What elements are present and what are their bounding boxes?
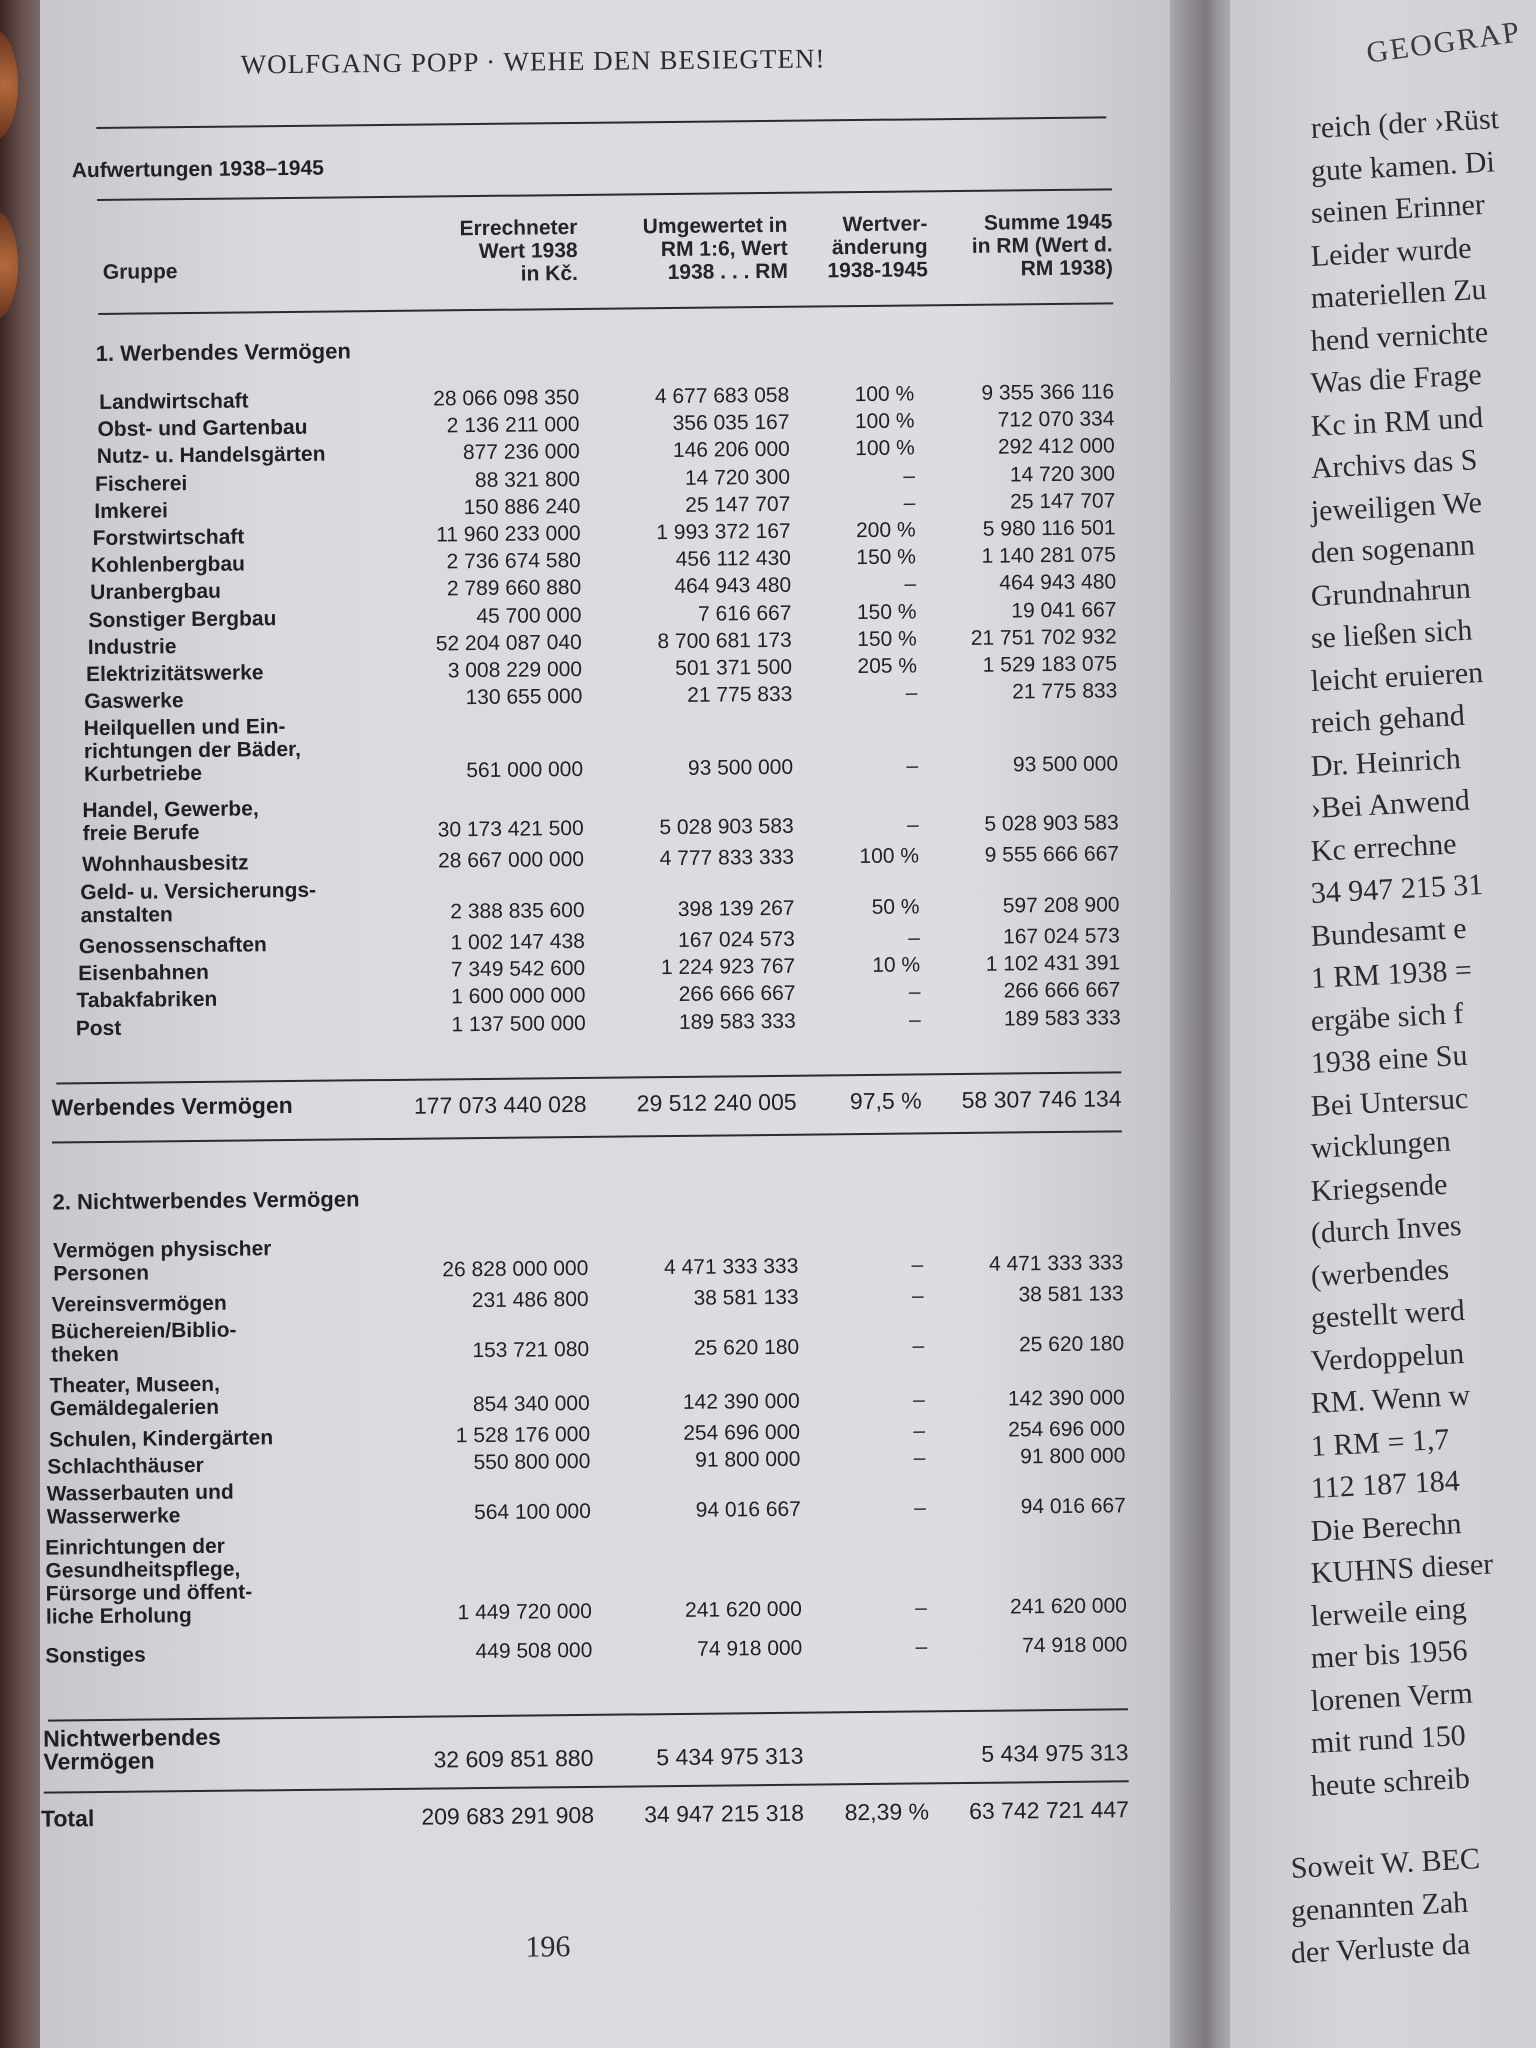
right-page-line: Was die Frage xyxy=(1310,358,1483,400)
row-value-change: – xyxy=(912,1334,925,1358)
row-value-1938: 2 736 674 580 xyxy=(446,549,582,574)
row-group-name: Post xyxy=(75,1016,122,1040)
row-group-name: Nichtwerbendes Vermögen xyxy=(43,1723,221,1775)
right-page-line: genannten Zah xyxy=(1290,1885,1469,1928)
row-value-1938: 449 508 000 xyxy=(475,1638,593,1664)
row-value-change: – xyxy=(903,464,916,488)
right-page-line: ›Bei Anwend xyxy=(1310,783,1471,825)
right-page-line: seinen Erinner xyxy=(1310,187,1486,230)
row-value-change: 200 % xyxy=(855,518,916,543)
right-page-line: der Verluste da xyxy=(1290,1927,1471,1970)
row-value-sum: 91 800 000 xyxy=(1020,1444,1126,1469)
row-value-rm: 4 777 833 333 xyxy=(659,846,795,871)
row-value-change: – xyxy=(915,1596,928,1620)
right-running-head: GEOGRAP xyxy=(1364,15,1524,70)
row-value-change: 100 % xyxy=(855,436,915,461)
row-value-sum: 25 147 707 xyxy=(1010,489,1116,514)
row-value-1938: 28 667 000 000 xyxy=(437,848,585,873)
row-value-1938: 1 449 720 000 xyxy=(457,1599,593,1625)
row-value-rm: 94 016 667 xyxy=(695,1497,801,1522)
row-value-1938: 561 000 000 xyxy=(466,758,584,783)
row-value-change: – xyxy=(906,754,919,778)
row-value-1938: 150 886 240 xyxy=(463,494,581,519)
row-value-change: – xyxy=(906,813,919,837)
row-group-name: Sonstiger Bergbau xyxy=(88,606,277,632)
row-value-sum: 5 434 975 313 xyxy=(981,1739,1129,1767)
row-value-rm: 1 993 372 167 xyxy=(656,519,791,545)
row-value-change: 97,5 % xyxy=(849,1087,922,1115)
row-value-sum: 5 980 116 501 xyxy=(982,516,1116,541)
row-value-sum: 712 070 334 xyxy=(997,407,1115,432)
row-group-name: Tabakfabriken xyxy=(76,988,218,1013)
right-page-line: Verdoppelun xyxy=(1310,1336,1465,1378)
right-page-line: Kriegsende xyxy=(1310,1167,1449,1208)
right-page-line: reich (der ›Rüst xyxy=(1310,102,1500,145)
row-group-name: Eisenbahnen xyxy=(78,961,210,986)
row-group-name: Obst- und Gartenbau xyxy=(97,415,308,442)
row-group-name: Theater, Museen, Gemäldegalerien xyxy=(49,1372,221,1421)
row-value-change: 100 % xyxy=(854,382,915,407)
row-group-name: Forstwirtschaft xyxy=(92,525,245,551)
row-group-name: Wohnhausbesitz xyxy=(81,851,249,877)
right-page-line: (werbendes xyxy=(1310,1252,1450,1293)
right-page-line: leicht eruieren xyxy=(1310,655,1484,698)
row-group-name: Industrie xyxy=(87,634,177,659)
row-value-rm: 456 112 430 xyxy=(675,546,792,572)
row-group-name: Büchereien/Biblio- theken xyxy=(50,1318,237,1367)
row-value-sum: 1 102 431 391 xyxy=(985,951,1121,976)
right-page-line: Die Berechn xyxy=(1310,1506,1463,1548)
right-page-line: reich gehand xyxy=(1310,698,1466,740)
row-value-sum: 58 307 746 134 xyxy=(961,1085,1122,1113)
row-value-change: – xyxy=(908,980,921,1004)
row-value-sum: 597 208 900 xyxy=(1002,892,1120,918)
row-value-rm: 5 434 975 313 xyxy=(656,1742,804,1771)
right-page-line: 1 RM 1938 = xyxy=(1310,953,1473,995)
row-value-1938: 1 600 000 000 xyxy=(451,984,586,1009)
row-group-name: Gaswerke xyxy=(84,689,184,714)
row-value-1938: 1 528 176 000 xyxy=(455,1422,591,1448)
row-value-rm: 142 390 000 xyxy=(682,1389,800,1414)
right-page-line: Archivs das S xyxy=(1310,443,1479,485)
right-page-line: 34 947 215 31 xyxy=(1310,867,1484,910)
row-group-name: Genossenschaften xyxy=(78,933,267,959)
row-value-1938: 564 100 000 xyxy=(473,1499,591,1525)
row-value-rm: 74 918 000 xyxy=(697,1636,803,1661)
section-title-werbend: 1. Werbendes Vermögen xyxy=(95,338,351,367)
row-value-rm: 4 471 333 333 xyxy=(663,1254,799,1280)
row-value-sum: 241 620 000 xyxy=(1009,1594,1127,1619)
row-group-name: Uranbergbau xyxy=(90,580,222,605)
row-value-rm: 21 775 833 xyxy=(687,682,793,708)
row-value-1938: 28 066 098 350 xyxy=(433,385,580,411)
row-value-change: 205 % xyxy=(857,654,918,679)
row-value-1938: 550 800 000 xyxy=(473,1449,591,1475)
col-header-group: Gruppe xyxy=(102,260,178,284)
row-value-1938: 1 002 147 438 xyxy=(450,929,586,955)
row-group-name: Elektrizitätswerke xyxy=(85,661,264,687)
row-value-rm: 7 616 667 xyxy=(697,601,792,626)
row-group-name: Heilquellen und Ein- richtungen der Bäder, Kurbetriebe xyxy=(83,715,302,787)
row-value-rm: 189 583 333 xyxy=(678,1009,796,1034)
row-value-1938: 854 340 000 xyxy=(472,1391,590,1417)
right-page-line: KUHNS dieser xyxy=(1310,1547,1494,1590)
row-value-sum: 94 016 667 xyxy=(1020,1494,1126,1519)
row-value-sum: 254 696 000 xyxy=(1008,1417,1126,1442)
row-value-rm: 146 206 000 xyxy=(672,438,790,463)
row-value-1938: 177 073 440 028 xyxy=(413,1090,587,1119)
row-value-rm: 38 581 133 xyxy=(693,1285,799,1310)
right-page-line: Kc in RM und xyxy=(1310,400,1484,443)
row-value-change: 100 % xyxy=(859,844,920,869)
right-page-line: lorenen Verm xyxy=(1310,1676,1474,1718)
row-value-change: – xyxy=(913,1419,926,1443)
row-value-sum: 1 529 183 075 xyxy=(982,652,1118,677)
right-page-line: (durch Inves xyxy=(1310,1209,1463,1250)
row-value-change: 10 % xyxy=(872,953,921,978)
row-value-change: 50 % xyxy=(871,895,920,919)
row-value-change: 100 % xyxy=(854,409,915,434)
row-value-1938: 30 173 421 500 xyxy=(437,816,584,842)
row-value-1938: 3 008 229 000 xyxy=(447,657,583,683)
right-page-line: materiellen Zu xyxy=(1310,272,1488,315)
right-page-line: den sogenann xyxy=(1310,528,1476,570)
right-page-line: Soweit W. BEC xyxy=(1290,1842,1481,1885)
row-group-name: Nutz- u. Handelsgärten xyxy=(96,443,326,469)
row-value-1938: 7 349 542 600 xyxy=(450,957,586,982)
row-value-change: – xyxy=(903,491,916,515)
row-value-sum: 19 041 667 xyxy=(1011,597,1117,623)
row-value-change: 82,39 % xyxy=(844,1798,930,1826)
row-value-change: – xyxy=(904,572,917,596)
right-page-line: Dr. Heinrich xyxy=(1310,741,1462,783)
table-title: Aufwertungen 1938–1945 xyxy=(71,156,325,183)
row-value-sum: 1 140 281 075 xyxy=(981,543,1116,568)
row-value-rm: 356 035 167 xyxy=(672,410,790,436)
right-page-line: hend vernichte xyxy=(1310,315,1489,358)
right-page-line: lerweile eing xyxy=(1310,1591,1468,1633)
row-value-1938: 11 960 233 000 xyxy=(436,521,581,547)
row-group-name: Wasserbauten und Wasserwerke xyxy=(46,1480,234,1529)
right-page-line: 112 187 184 xyxy=(1310,1464,1461,1505)
row-value-change: 150 % xyxy=(856,545,917,570)
right-page-line: Leider wurde xyxy=(1310,231,1473,273)
row-value-sum: 5 028 903 583 xyxy=(984,811,1119,836)
row-value-change: – xyxy=(914,1496,926,1520)
row-value-change xyxy=(818,1741,928,1742)
row-value-change: – xyxy=(911,1253,924,1277)
right-page-line: wicklungen xyxy=(1310,1124,1452,1165)
right-page-line: ergäbe sich f xyxy=(1310,996,1465,1038)
row-value-rm: 25 147 707 xyxy=(685,492,791,517)
row-value-sum: 21 751 702 932 xyxy=(970,625,1117,650)
row-value-change: – xyxy=(908,926,920,950)
row-group-name: Fischerei xyxy=(94,471,188,496)
row-value-sum: 189 583 333 xyxy=(1003,1005,1121,1031)
right-page-line: gute kamen. Di xyxy=(1310,144,1496,188)
row-group-name: Handel, Gewerbe, freie Berufe xyxy=(82,797,259,846)
right-page-line: gestellt werd xyxy=(1310,1293,1466,1335)
row-value-1938: 877 236 000 xyxy=(462,440,580,465)
row-value-1938: 88 321 800 xyxy=(474,467,581,492)
row-value-sum: 63 742 721 447 xyxy=(968,1796,1130,1824)
row-value-sum: 9 355 366 116 xyxy=(981,380,1115,405)
row-group-name: Schlachthäuser xyxy=(47,1453,204,1479)
row-value-1938: 2 789 660 880 xyxy=(446,576,582,601)
row-value-rm: 8 700 681 173 xyxy=(657,628,792,653)
col-header-value-change: Wertver- änderung 1938-1945 xyxy=(827,212,928,283)
row-group-name: Sonstiges xyxy=(45,1643,146,1668)
row-group-name: Geld- u. Versicherungs- anstalten xyxy=(80,878,317,927)
right-page-line: mit rund 150 xyxy=(1310,1718,1467,1760)
row-value-1938: 32 609 851 880 xyxy=(433,1744,594,1773)
row-value-sum: 93 500 000 xyxy=(1012,752,1119,777)
row-value-1938: 1 137 500 000 xyxy=(451,1011,586,1036)
right-page-line: RM. Wenn w xyxy=(1310,1378,1472,1420)
right-page-line: mer bis 1956 xyxy=(1310,1633,1469,1675)
row-value-1938: 209 683 291 908 xyxy=(421,1801,595,1830)
row-value-1938: 2 136 211 000 xyxy=(446,413,580,438)
row-group-name: Schulen, Kindergärten xyxy=(48,1426,274,1452)
row-value-rm: 34 947 215 318 xyxy=(644,1799,805,1828)
row-value-sum: 38 581 133 xyxy=(1018,1282,1124,1307)
row-value-rm: 29 512 240 005 xyxy=(636,1088,797,1117)
row-value-sum: 464 943 480 xyxy=(999,570,1117,595)
row-group-name: Vereinsvermögen xyxy=(51,1291,227,1317)
page-number: 196 xyxy=(525,1930,571,1964)
right-page-line: jeweiligen We xyxy=(1310,485,1483,528)
row-group-name: Vermögen physischer Personen xyxy=(52,1237,272,1286)
row-value-change: – xyxy=(905,681,918,705)
right-page-line: Bundesamt e xyxy=(1310,911,1468,953)
row-value-change: – xyxy=(912,1388,925,1412)
row-value-1938: 45 700 000 xyxy=(476,603,582,628)
col-header-value-1938: Errechneter Wert 1938 in Kč. xyxy=(459,215,579,286)
row-group-name: Werbendes Vermögen xyxy=(51,1091,293,1121)
col-header-sum-1945: Summe 1945 in RM (Wert d. RM 1938) xyxy=(971,210,1113,281)
row-group-name: Einrichtungen der Gesundheitspflege, Fürsorge und öffent- liche Erholung xyxy=(45,1534,253,1629)
row-value-rm: 167 024 573 xyxy=(677,927,795,952)
row-value-rm: 464 943 480 xyxy=(674,574,792,599)
row-value-change: 150 % xyxy=(857,627,917,651)
running-head: WOLFGANG POPP · WEHE DEN BESIEGTEN! xyxy=(240,43,826,80)
row-value-rm: 14 720 300 xyxy=(684,465,791,490)
row-value-1938: 2 388 835 600 xyxy=(450,898,585,923)
right-page-line: Kc errechne xyxy=(1310,826,1458,868)
row-group-name: Imkerei xyxy=(94,499,169,523)
row-value-rm: 254 696 000 xyxy=(683,1420,801,1445)
right-page-line: Grundnahrun xyxy=(1310,571,1472,613)
row-value-sum: 9 555 666 667 xyxy=(984,842,1120,868)
col-header-converted-rm: Umgewertet in RM 1:6, Wert 1938 . . . RM xyxy=(642,213,789,285)
row-value-change: – xyxy=(913,1446,926,1470)
row-value-change: – xyxy=(911,1284,924,1308)
row-value-rm: 93 500 000 xyxy=(687,756,794,781)
row-value-rm: 91 800 000 xyxy=(695,1447,801,1472)
row-value-sum: 4 471 333 333 xyxy=(988,1251,1124,1276)
right-page-line: Bei Untersuc xyxy=(1310,1081,1469,1123)
row-value-rm: 241 620 000 xyxy=(684,1597,803,1622)
row-value-1938: 153 721 080 xyxy=(472,1337,590,1363)
row-value-sum: 142 390 000 xyxy=(1007,1386,1125,1411)
row-value-rm: 1 224 923 767 xyxy=(660,954,796,980)
row-value-sum: 14 720 300 xyxy=(1009,461,1116,487)
row-group-name: Total xyxy=(40,1805,95,1832)
right-page-line: heute schreib xyxy=(1310,1761,1471,1803)
row-value-rm: 266 666 667 xyxy=(678,982,796,1007)
row-value-rm: 4 677 683 058 xyxy=(654,383,790,409)
row-value-rm: 501 371 500 xyxy=(675,655,793,680)
row-value-sum: 74 918 000 xyxy=(1022,1633,1128,1658)
row-value-1938: 130 655 000 xyxy=(465,685,583,710)
row-value-rm: 398 139 267 xyxy=(677,896,795,921)
row-value-sum: 25 620 180 xyxy=(1018,1332,1125,1357)
right-page-line: se ließen sich xyxy=(1310,613,1474,655)
row-value-1938: 52 204 087 040 xyxy=(435,630,582,656)
section-title-nichtwerbend: 2. Nichtwerbendes Vermögen xyxy=(52,1186,360,1215)
row-value-change: – xyxy=(915,1635,928,1659)
row-value-sum: 292 412 000 xyxy=(997,434,1115,459)
row-value-change: 150 % xyxy=(856,600,917,624)
row-value-1938: 231 486 800 xyxy=(471,1287,589,1313)
row-value-sum: 21 775 833 xyxy=(1012,679,1118,704)
row-value-sum: 266 666 667 xyxy=(1003,978,1121,1003)
row-value-sum: 167 024 573 xyxy=(1002,924,1120,949)
row-group-name: Kohlenbergbau xyxy=(90,552,246,578)
row-value-1938: 26 828 000 000 xyxy=(442,1256,589,1282)
row-group-name: Landwirtschaft xyxy=(99,389,249,414)
row-value-rm: 25 620 180 xyxy=(693,1335,800,1360)
right-page-line: 1 RM = 1,7 xyxy=(1310,1422,1451,1463)
row-value-rm: 5 028 903 583 xyxy=(659,814,794,840)
row-value-change: – xyxy=(908,1008,921,1032)
right-page-line: 1938 eine Su xyxy=(1310,1038,1469,1080)
